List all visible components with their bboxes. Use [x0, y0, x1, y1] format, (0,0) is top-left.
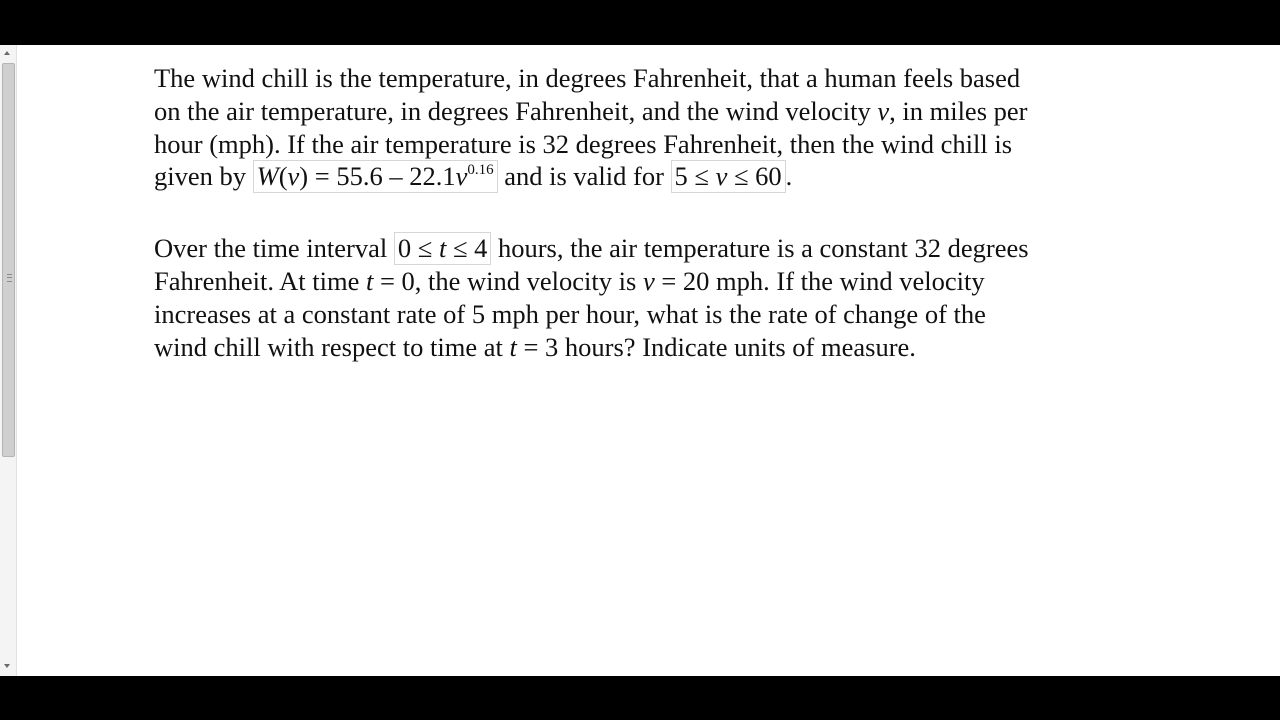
problem-paragraph-2 [154, 232, 1154, 363]
scroll-thumb[interactable] [2, 63, 15, 457]
text-line: The wind chill is the temperature, in degrees Fahrenheit, that a human feels based [154, 63, 1021, 93]
time-interval-inequality: 0 ≤ t ≤ 4 [394, 232, 491, 265]
text-line: increases at a constant rate of 5 mph per hour, what is the rate of change of the [154, 299, 986, 330]
velocity-domain-inequality: 5 ≤ v ≤ 60 [671, 160, 786, 193]
scroll-down-arrow-icon[interactable] [4, 664, 10, 668]
document-viewport [0, 45, 1280, 676]
text-line: hour (mph). If the air temperature is 32 degrees Fahrenheit, then the wind chill is [154, 128, 1013, 159]
text-line: on the air temperature, in degrees Fahrenheit, and the wind velocity v, in miles per [154, 95, 1028, 126]
text-line: Over the time interval 0 ≤ t ≤ 4 hours, the air temperature is a constant 32 degrees [154, 233, 1029, 264]
scroll-up-arrow-icon[interactable] [4, 51, 10, 55]
text-line: wind chill with respect to time at t = 3 hours? Indicate units of measure. [154, 331, 916, 362]
vertical-scrollbar[interactable] [0, 45, 17, 676]
letterbox-top [0, 0, 1280, 45]
formula-exponent: 0.16 [467, 162, 494, 179]
scroll-grip-icon [7, 274, 12, 282]
wind-chill-formula: $W(v) = 55.6 - 22.1v^{0.16}$ [253, 160, 498, 193]
document-body [154, 62, 1154, 364]
letterbox-bottom [0, 676, 1280, 720]
text-line: given by $W(v) = 55.6 - 22.1v^{0.16}$ and is valid for 5 ≤ v ≤ 60 . [154, 161, 793, 192]
text-line: Fahrenheit. At time t = 0, the wind velocity is v = 20 mph. If the wind velocity [154, 266, 985, 297]
problem-paragraph-1 [154, 62, 1154, 193]
